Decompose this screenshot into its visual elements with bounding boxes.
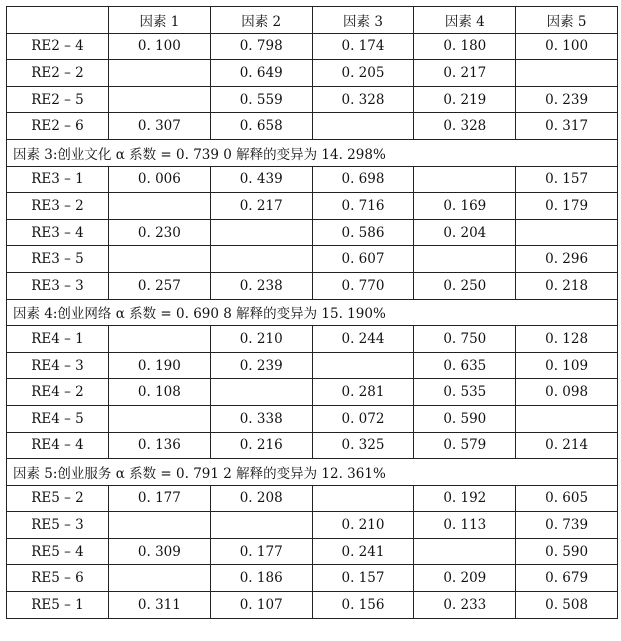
loading-cell: 0. 214 [516,432,618,459]
loading-cell: 0. 328 [414,113,516,140]
table-row [7,166,618,193]
loading-cell: 0. 107 [210,592,312,619]
loading-cell [312,352,414,379]
table-row [7,219,618,246]
loading-cell: 0. 241 [312,538,414,565]
item-label-cell: RE3 – 3 [7,272,109,299]
loading-cell [109,246,211,273]
loading-cell: 0. 209 [414,565,516,592]
loading-cell: 0. 157 [516,166,618,193]
loading-cell: 0. 169 [414,193,516,220]
item-label-cell: RE4 – 5 [7,405,109,432]
loading-cell: 0. 590 [414,405,516,432]
loading-cell [312,485,414,512]
loading-cell: 0. 635 [414,352,516,379]
header-row [7,7,618,34]
loading-cell [210,246,312,273]
loading-cell: 0. 113 [414,512,516,539]
header-cell-factor-1: 因素 1 [109,7,211,34]
item-label-cell: RE3 – 5 [7,246,109,273]
loading-cell: 0. 325 [312,432,414,459]
loading-cell: 0. 177 [109,485,211,512]
loading-cell [109,326,211,353]
loading-cell: 0. 179 [516,193,618,220]
loading-cell: 0. 439 [210,166,312,193]
item-label-cell: RE2 – 6 [7,113,109,140]
loading-cell: 0. 309 [109,538,211,565]
loading-cell [516,405,618,432]
loading-cell [109,512,211,539]
loading-cell: 0. 559 [210,86,312,113]
header-cell-factor-5: 因素 5 [516,7,618,34]
table-row [7,538,618,565]
loading-cell [109,405,211,432]
loading-cell: 0. 100 [109,33,211,60]
item-label-cell: RE5 – 6 [7,565,109,592]
loading-cell: 0. 157 [312,565,414,592]
loading-cell [414,246,516,273]
loading-cell [210,379,312,406]
section-header: 因素 4:创业网络 α 系数 = 0. 690 8 解释的变异为 15. 190% [7,299,618,326]
loading-cell [516,219,618,246]
loading-cell: 0. 607 [312,246,414,273]
loading-cell: 0. 210 [210,326,312,353]
loading-cell: 0. 798 [210,33,312,60]
table-row [7,379,618,406]
table-row [7,592,618,619]
item-label-cell: RE3 – 4 [7,219,109,246]
table-row [7,113,618,140]
table-row [7,60,618,87]
loading-cell: 0. 328 [312,86,414,113]
loading-cell: 0. 579 [414,432,516,459]
table-row [7,86,618,113]
loading-cell [210,512,312,539]
loading-cell: 0. 658 [210,113,312,140]
loading-cell: 0. 296 [516,246,618,273]
item-label-cell: RE3 – 2 [7,193,109,220]
table-row [7,352,618,379]
loading-cell: 0. 739 [516,512,618,539]
loading-cell [109,193,211,220]
loading-cell: 0. 307 [109,113,211,140]
loading-cell: 0. 098 [516,379,618,406]
loading-cell: 0. 590 [516,538,618,565]
loading-cell: 0. 136 [109,432,211,459]
item-label-cell: RE2 – 5 [7,86,109,113]
loading-cell: 0. 750 [414,326,516,353]
loading-cell: 0. 679 [516,565,618,592]
table-row [7,485,618,512]
loading-cell: 0. 186 [210,565,312,592]
loading-cell: 0. 238 [210,272,312,299]
loading-cell: 0. 230 [109,219,211,246]
loading-cell [109,565,211,592]
section-header-row [7,139,618,166]
item-label-cell: RE5 – 1 [7,592,109,619]
loading-cell: 0. 508 [516,592,618,619]
loading-cell: 0. 716 [312,193,414,220]
header-cell-factor-2: 因素 2 [210,7,312,34]
item-label-cell: RE4 – 2 [7,379,109,406]
item-label-cell: RE4 – 4 [7,432,109,459]
loading-cell: 0. 586 [312,219,414,246]
section-header: 因素 3:创业文化 α 系数 = 0. 739 0 解释的变异为 14. 298% [7,139,618,166]
loading-cell [414,538,516,565]
table-row [7,432,618,459]
loading-cell: 0. 770 [312,272,414,299]
loading-cell: 0. 317 [516,113,618,140]
loading-cell: 0. 233 [414,592,516,619]
table-row [7,33,618,60]
loading-cell: 0. 217 [414,60,516,87]
loading-cell [109,86,211,113]
loading-cell: 0. 698 [312,166,414,193]
loading-cell: 0. 006 [109,166,211,193]
loading-cell: 0. 239 [210,352,312,379]
loading-cell: 0. 177 [210,538,312,565]
loading-cell [210,219,312,246]
loading-cell: 0. 072 [312,405,414,432]
loading-cell [414,166,516,193]
loading-cell: 0. 535 [414,379,516,406]
loading-cell: 0. 250 [414,272,516,299]
loading-cell: 0. 174 [312,33,414,60]
item-label-cell: RE5 – 2 [7,485,109,512]
header-cell-factor-3: 因素 3 [312,7,414,34]
table-row [7,326,618,353]
loading-cell: 0. 100 [516,33,618,60]
loading-cell: 0. 219 [414,86,516,113]
table-body [7,33,618,618]
loading-cell: 0. 244 [312,326,414,353]
loading-cell: 0. 190 [109,352,211,379]
loading-cell: 0. 205 [312,60,414,87]
table-row [7,405,618,432]
loading-cell: 0. 108 [109,379,211,406]
section-header: 因素 5:创业服务 α 系数 = 0. 791 2 解释的变异为 12. 361% [7,459,618,486]
loading-cell [516,60,618,87]
loading-cell: 0. 216 [210,432,312,459]
header-cell-item [7,7,109,34]
loading-cell: 0. 156 [312,592,414,619]
loading-cell: 0. 649 [210,60,312,87]
header-cell-factor-4: 因素 4 [414,7,516,34]
section-header-row [7,299,618,326]
table-row [7,193,618,220]
table-row [7,272,618,299]
section-header-row [7,459,618,486]
loading-cell: 0. 192 [414,485,516,512]
item-label-cell: RE4 – 1 [7,326,109,353]
loading-cell: 0. 180 [414,33,516,60]
loading-cell: 0. 338 [210,405,312,432]
factor-loading-table [6,6,618,619]
item-label-cell: RE5 – 4 [7,538,109,565]
loading-cell: 0. 239 [516,86,618,113]
item-label-cell: RE3 – 1 [7,166,109,193]
loading-cell: 0. 218 [516,272,618,299]
loading-cell: 0. 109 [516,352,618,379]
loading-cell: 0. 208 [210,485,312,512]
table-row [7,246,618,273]
loading-cell: 0. 217 [210,193,312,220]
table-row [7,565,618,592]
loading-cell: 0. 605 [516,485,618,512]
loading-cell: 0. 311 [109,592,211,619]
item-label-cell: RE2 – 2 [7,60,109,87]
loading-cell: 0. 128 [516,326,618,353]
item-label-cell: RE2 – 4 [7,33,109,60]
loading-cell: 0. 204 [414,219,516,246]
loading-cell: 0. 210 [312,512,414,539]
item-label-cell: RE5 – 3 [7,512,109,539]
loading-cell [312,113,414,140]
loading-cell: 0. 281 [312,379,414,406]
loading-cell [109,60,211,87]
loading-cell: 0. 257 [109,272,211,299]
table-row [7,512,618,539]
item-label-cell: RE4 – 3 [7,352,109,379]
